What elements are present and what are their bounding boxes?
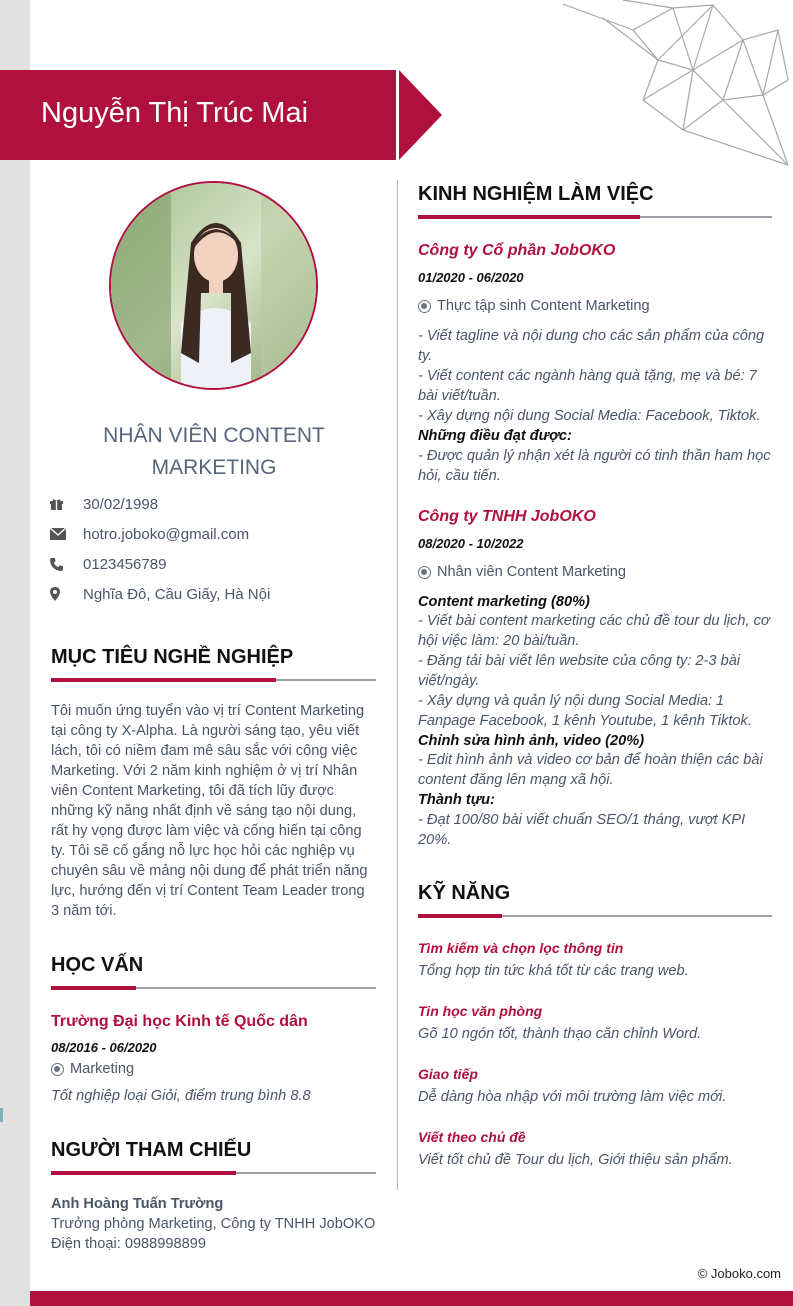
job2-company: Công ty TNHH JobOKO bbox=[418, 508, 596, 525]
job-title bbox=[70, 420, 358, 484]
job2-sub1-line: - Xây dựng và quản lý nội dung Social Media: 1 bbox=[418, 693, 725, 709]
skills-rule bbox=[418, 915, 772, 917]
objective-rule bbox=[51, 679, 376, 681]
job1-date: 01/2020 - 06/2020 bbox=[418, 270, 524, 285]
job2-sub3-line: 20%. bbox=[418, 832, 452, 848]
job2-role-text: Nhân viên Content Marketing bbox=[437, 564, 627, 580]
job1-detail-line: - Viết tagline và nội dung cho các sản phẩm của công bbox=[418, 328, 765, 344]
job1-company: Công ty Cổ phần JobOKO bbox=[418, 242, 616, 259]
contact-address-value: Nghĩa Đô, Cầu Giấy, Hà Nội bbox=[83, 585, 271, 603]
job1-detail-line: ty. bbox=[418, 348, 433, 364]
skill-name: Tin học văn phòng bbox=[418, 1003, 543, 1019]
job-title-line2: MARKETING bbox=[151, 456, 277, 479]
job1-role bbox=[418, 298, 650, 314]
job2-sub3-label: Thành tựu: bbox=[418, 792, 495, 808]
job2-sub2-line: content đăng lên mạng xã hội. bbox=[418, 772, 614, 788]
job2-sub3-line: - Đạt 100/80 bài viết chuẩn SEO/1 tháng, vượt KPI bbox=[418, 812, 746, 828]
skill-name: Giao tiếp bbox=[418, 1066, 478, 1082]
job2-sub2-line: - Edit hình ảnh và video cơ bản để hoàn thiện các bài bbox=[418, 752, 763, 768]
skill-name: Tìm kiếm và chọn lọc thông tin bbox=[418, 940, 624, 956]
objective-heading: MỤC TIÊU NGHỀ NGHIỆP bbox=[51, 646, 294, 668]
reference-name: Anh Hoàng Tuấn Trường bbox=[51, 1196, 224, 1212]
job1-role-text: Thực tập sinh Content Marketing bbox=[437, 298, 650, 314]
gift-icon bbox=[50, 498, 83, 511]
job2-sub1-line: viết/ngày. bbox=[418, 673, 480, 689]
avatar bbox=[109, 181, 318, 390]
education-date: 08/2016 - 06/2020 bbox=[51, 1040, 157, 1055]
job2-sub1-line: - Đăng tải bài viết lên website của công ty: 2-3 bài bbox=[418, 653, 741, 669]
contact-email bbox=[50, 524, 380, 544]
job1-detail-line: bài viết/tuần. bbox=[418, 388, 501, 404]
side-tick bbox=[0, 1108, 3, 1122]
job2-sub1-line: hội việc làm: 20 bài/tuần. bbox=[418, 633, 580, 649]
copyright-text: © Joboko.com bbox=[697, 1266, 781, 1281]
reference-heading: NGƯỜI THAM CHIẾU bbox=[51, 1139, 252, 1161]
objective-text: Tôi muốn ứng tuyển vào vị trí Content Marketing tại công ty X-Alpha. Là người sáng tạo, yêu viết lách, tôi có niềm đam mê sâu sắc với công việc Marketing. Với 2 năm kinh nghiệm ở vị trí Nhân viên Content Marketing, tôi đã tích lũy được những kỹ năng nhất định về sáng tạo nội dung, rất hy vọng được làm việc và cống hiến tại công ty. Tôi sẽ cố gắng nỗ lực học hỏi các nghiệp vụ chuyên sâu về mảng nội dung để phát triển năng lực, hướng đến vị trí Content Team Leader trong 3 năm tới. bbox=[51, 703, 368, 919]
reference-phone: Điện thoại: 0988998899 bbox=[51, 1236, 206, 1252]
job2-sub1-line: Fanpage Facebook, 1 kênh Youtube, 1 kênh Tiktok. bbox=[418, 713, 752, 729]
contact-birthday bbox=[50, 494, 380, 514]
contact-address bbox=[50, 584, 380, 604]
envelope-icon bbox=[50, 528, 83, 540]
candidate-name: Nguyễn Thị Trúc Mai bbox=[41, 97, 309, 129]
education-rule bbox=[51, 987, 376, 989]
job1-achievement-line: hỏi, cầu tiến. bbox=[418, 468, 501, 484]
geometric-decoration bbox=[563, 0, 793, 170]
skill-name: Viết theo chủ đề bbox=[418, 1129, 526, 1145]
job-title-line1: NHÂN VIÊN CONTENT bbox=[103, 424, 325, 447]
job2-sub1-line: - Viết bài content marketing các chủ đề tour du lịch, cơ bbox=[418, 613, 770, 629]
phone-icon bbox=[50, 558, 83, 571]
experience-heading: KINH NGHIỆM LÀM VIỆC bbox=[418, 183, 654, 205]
bottom-accent-bar bbox=[30, 1291, 793, 1306]
job2-date: 08/2020 - 10/2022 bbox=[418, 536, 524, 551]
experience-rule bbox=[418, 216, 772, 218]
skills-heading: KỸ NĂNG bbox=[418, 882, 511, 904]
contact-email-value[interactable]: hotro.joboko@gmail.com bbox=[83, 525, 250, 543]
reference-role: Trưởng phòng Marketing, Công ty TNHH JobOKO bbox=[51, 1216, 376, 1232]
name-banner bbox=[0, 70, 442, 160]
skill-desc: Gõ 10 ngón tốt, thành thạo căn chỉnh Word. bbox=[418, 1026, 702, 1042]
job1-achievement-label: Những điều đạt được: bbox=[418, 428, 572, 444]
education-major bbox=[51, 1061, 134, 1077]
portrait-photo bbox=[111, 183, 318, 390]
job1-detail-line: - Viết content các ngành hàng quà tặng, mẹ và bé: 7 bbox=[418, 368, 757, 384]
contact-phone bbox=[50, 554, 380, 574]
map-pin-icon bbox=[50, 587, 83, 601]
job2-role bbox=[418, 564, 626, 580]
column-divider bbox=[397, 180, 398, 1190]
radio-bullet-icon bbox=[51, 1063, 64, 1076]
job2-sub2-label: Chỉnh sửa hình ảnh, video (20%) bbox=[418, 733, 645, 749]
contact-birthday-value: 30/02/1998 bbox=[83, 495, 159, 513]
job1-detail-line: - Xây dựng nội dung Social Media: Facebook, Tiktok. bbox=[418, 408, 761, 424]
education-major-text: Marketing bbox=[70, 1061, 135, 1077]
skill-desc: Viết tốt chủ đề Tour du lịch, Giới thiệu sản phẩm. bbox=[418, 1152, 733, 1168]
left-side-strip bbox=[0, 0, 30, 1306]
radio-bullet-icon bbox=[418, 566, 431, 579]
radio-bullet-icon bbox=[418, 300, 431, 313]
skill-desc: Dễ dàng hòa nhập với môi trường làm việc mới. bbox=[418, 1089, 727, 1105]
contact-phone-value[interactable]: 0123456789 bbox=[83, 555, 167, 573]
skill-desc: Tổng hợp tin tức khá tốt từ các trang web. bbox=[418, 963, 689, 979]
job2-sub1-label: Content marketing (80%) bbox=[418, 594, 590, 610]
education-heading: HỌC VẤN bbox=[51, 954, 144, 976]
reference-rule bbox=[51, 1172, 376, 1174]
education-school: Trường Đại học Kinh tế Quốc dân bbox=[51, 1013, 308, 1030]
job1-achievement-line: - Được quản lý nhận xét là người có tinh thần ham học bbox=[418, 448, 771, 464]
education-result: Tốt nghiệp loại Giỏi, điểm trung bình 8.8 bbox=[51, 1088, 311, 1104]
